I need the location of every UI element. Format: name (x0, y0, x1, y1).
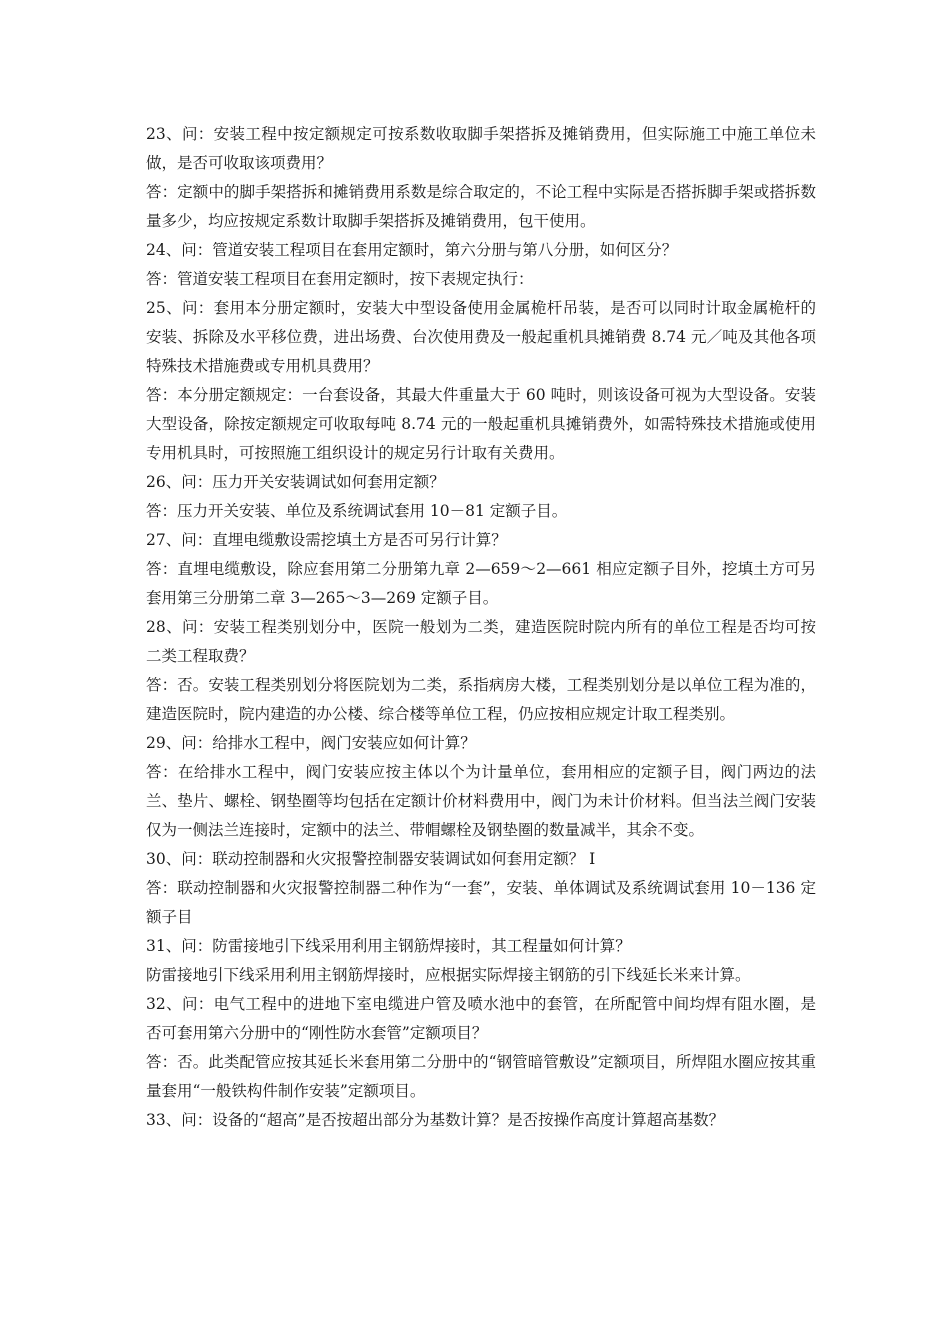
question-33: 33、问：设备的“超高”是否按超出部分为基数计算？是否按操作高度计算超高基数？ (146, 1111, 725, 1129)
answer-24: 答：管道安装工程项目在套用定额时，按下表规定执行： (146, 270, 534, 288)
answer-25: 答：本分册定额规定：一台套设备，其最大件重量大于 60 吨时，则该设备可视为大型设备。安装大型设备，除按定额规定可收取每吨 8.74 元的一般起重机具摊销费外，如需特殊技术措施或使用专用机具时，可按照施工组织设计的规定另行计取有关费用。 (146, 386, 816, 462)
question-27: 27、问：直埋电缆敷设需挖填土方是否可另行计算？ (146, 531, 507, 549)
question-23: 23、问：安装工程中按定额规定可按系数收取脚手架搭拆及摊销费用，但实际施工中施工单位未做，是否可收取该项费用？ (146, 125, 816, 172)
answer-28: 答：否。安装工程类别划分将医院划为二类，系指病房大楼，工程类别划分是以单位工程为准的，建造医院时，院内建造的办公楼、综合楼等单位工程，仍应按相应规定计取工程类别。 (146, 676, 816, 723)
answer-23: 答：定额中的脚手架搭拆和摊销费用系数是综合取定的，不论工程中实际是否搭拆脚手架或搭拆数量多少，均应按规定系数计取脚手架搭拆及摊销费用，包干使用。 (146, 183, 816, 230)
answer-32: 答：否。此类配管应按其延长米套用第二分册中的“钢管暗管敷设”定额项目，所焊阻水圈应按其重量套用“一般铁构件制作安装”定额项目。 (146, 1053, 816, 1100)
question-31: 31、问：防雷接地引下线采用利用主钢筋焊接时，其工程量如何计算？ (146, 937, 631, 955)
answer-26: 答：压力开关安装、单位及系统调试套用 10－81 定额子目。 (146, 502, 568, 520)
question-30: 30、问：联动控制器和火灾报警控制器安装调试如何套用定额？ I (146, 850, 596, 868)
question-24: 24、问：管道安装工程项目在套用定额时，第六分册与第八分册，如何区分？ (146, 241, 678, 259)
question-29: 29、问：给排水工程中，阀门安装应如何计算？ (146, 734, 476, 752)
question-32: 32、问：电气工程中的进地下室电缆进户管及喷水池中的套管，在所配管中间均焊有阻水圈，是否可套用第六分册中的“刚性防水套管”定额项目？ (146, 995, 816, 1042)
question-28: 28、问：安装工程类别划分中，医院一般划为二类，建造医院时院内所有的单位工程是否均可按二类工程取费？ (146, 618, 816, 665)
answer-31: 防雷接地引下线采用利用主钢筋焊接时，应根据实际焊接主钢筋的引下线延长米来计算。 (146, 966, 751, 984)
qa-content (146, 120, 816, 1135)
answer-30: 答：联动控制器和火灾报警控制器二种作为“一套”，安装、单体调试及系统调试套用 10－136 定额子目 (146, 879, 816, 926)
answer-29: 答：在给排水工程中，阀门安装应按主体以个为计量单位，套用相应的定额子目，阀门两边的法兰、垫片、螺栓、钢垫圈等均包括在定额计价材料费用中，阀门为未计价材料。但当法兰阀门安装仅为一侧法兰连接时，定额中的法兰、带帽螺栓及钢垫圈的数量减半，其余不变。 (146, 763, 816, 839)
answer-27: 答：直埋电缆敷设，除应套用第二分册第九章 2—659～2—661 相应定额子目外，挖填土方可另套用第三分册第二章 3—265～3—269 定额子目。 (146, 560, 816, 607)
question-26: 26、问：压力开关安装调试如何套用定额？ (146, 473, 445, 491)
question-25: 25、问：套用本分册定额时，安装大中型设备使用金属桅杆吊装，是否可以同时计取金属桅杆的安装、拆除及水平移位费，进出场费、台次使用费及一般起重机具摊销费 8.74 元／吨及其他各项特殊技术措施费或专用机具费用？ (146, 299, 816, 375)
